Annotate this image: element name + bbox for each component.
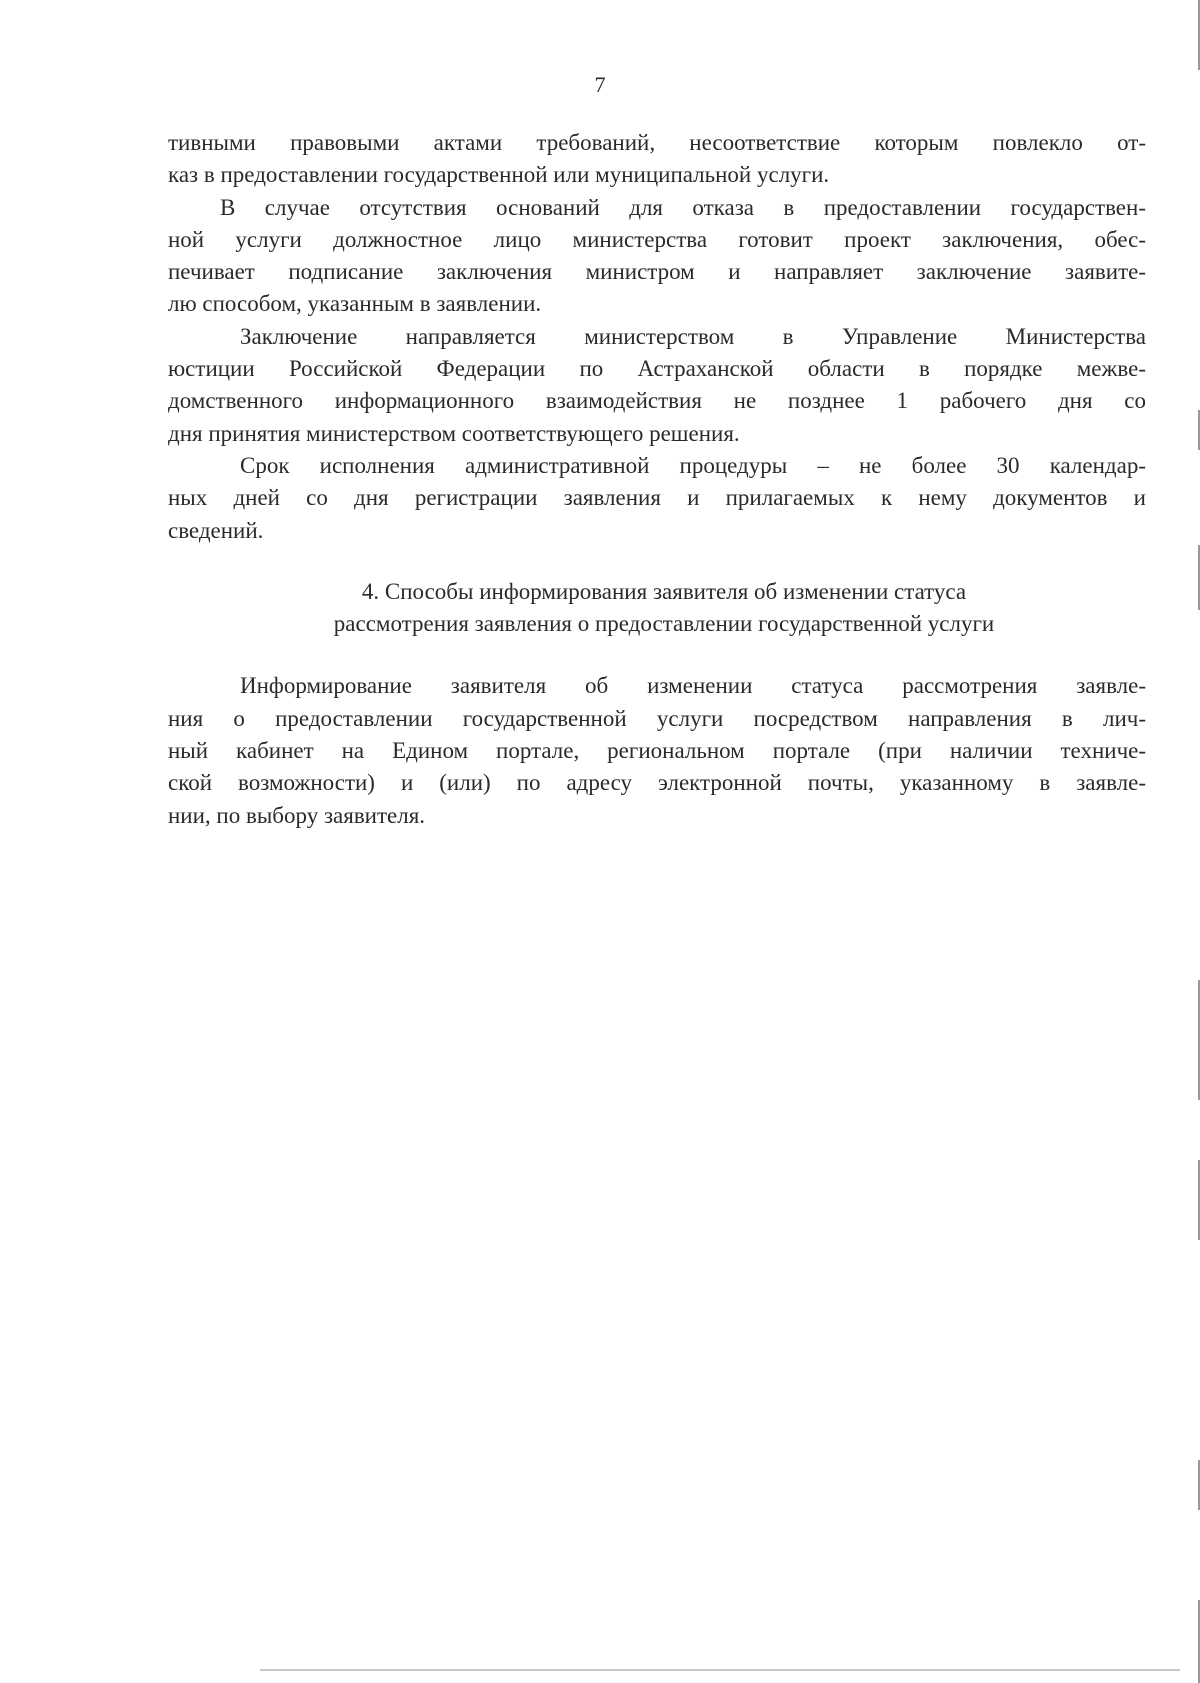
paragraph-line: Информирование заявителя об изменении статуса рассмотрения заявле- bbox=[240, 673, 1146, 699]
paragraph-line: В случае отсутствия оснований для отказа в предоставлении государствен- bbox=[220, 194, 1146, 220]
scan-edge-artifact bbox=[1192, 0, 1200, 1683]
paragraph-line: ной услуги должностное лицо министерства готовит проект заключения, обес- bbox=[168, 226, 1146, 252]
paragraph-line: дня принятия министерством соответствующего решения. bbox=[168, 420, 740, 446]
paragraph-line: Срок исполнения административной процедуры – не более 30 календар- bbox=[240, 452, 1146, 478]
paragraph-line: ный кабинет на Едином портале, региональном портале (при наличии техниче- bbox=[168, 738, 1146, 764]
paragraph-4 bbox=[168, 450, 1146, 547]
scan-bottom-artifact bbox=[260, 1669, 1180, 1671]
paragraph-2 bbox=[168, 192, 1146, 321]
paragraph-line: ных дней со дня регистрации заявления и прилагаемых к нему документов и bbox=[168, 485, 1146, 511]
paragraph-1 bbox=[168, 127, 1146, 192]
paragraph-line: ской возможности) и (или) по адресу электронной почты, указанному в заявле- bbox=[168, 770, 1146, 796]
paragraph-line: домственного информационного взаимодействия не позднее 1 рабочего дня со bbox=[168, 388, 1146, 414]
paragraph-line: сведений. bbox=[168, 517, 264, 543]
section-heading bbox=[168, 576, 1084, 641]
page-number: 7 bbox=[594, 72, 606, 97]
section-heading-line: рассмотрения заявления о предоставлении государственной услуги bbox=[333, 611, 995, 637]
paragraph-5 bbox=[168, 670, 1146, 831]
paragraph-line: нии, по выбору заявителя. bbox=[168, 802, 426, 828]
paragraph-line: тивными правовыми актами требований, несоответствие которым повлекло от- bbox=[168, 130, 1146, 155]
paragraph-3 bbox=[168, 321, 1146, 450]
paragraph-line: печивает подписание заключения министром и направляет заключение заявите- bbox=[168, 259, 1146, 285]
paragraph-line: юстиции Российской Федерации по Астраханской области в порядке межве- bbox=[168, 356, 1146, 382]
paragraph-line: каз в предоставлении государственной или муниципальной услуги. bbox=[168, 162, 830, 188]
section-heading-line: 4. Способы информирования заявителя об изменении статуса bbox=[361, 578, 967, 604]
paragraph-line: лю способом, указанным в заявлении. bbox=[168, 291, 542, 317]
document-body bbox=[168, 127, 1146, 832]
paragraph-line: ния о предоставлении государственной услуги посредством направления в лич- bbox=[168, 705, 1146, 731]
paragraph-line: Заключение направляется министерством в Управление Министерства bbox=[240, 323, 1146, 349]
